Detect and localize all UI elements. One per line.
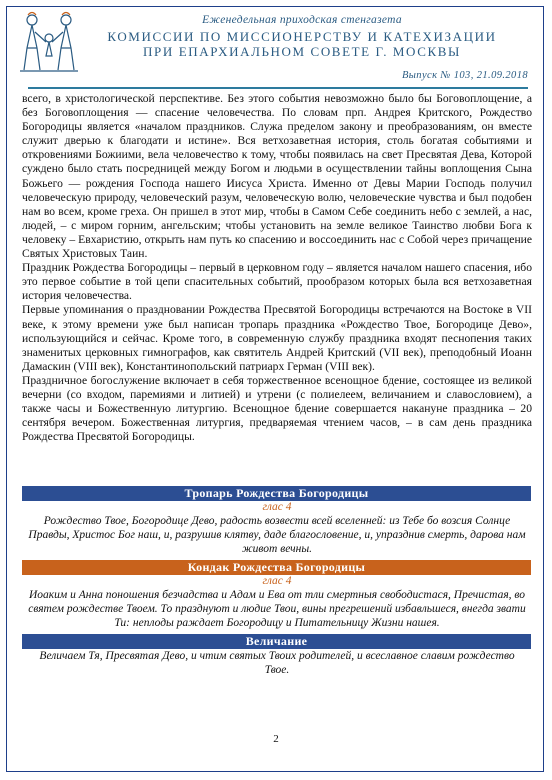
troparion-text: Рождество Твое, Богородице Дево, радость возвести всей вселенней: из Тебе бо возсия Солнце Правды, Христос Бог наш, и, разрушив клятву, даде благословение, и, упразднив смерть, дарова нам живот вечны. [28, 515, 526, 556]
article-paragraph: Праздничное богослужение включает в себя торжественное всенощное бдение, состоящее из великой вечерни (со входом, паремиями и литией) и утрени (с полиелеем, величанием и славословием), а также часы и Божественную литургию. Всенощное бдение совершается накануне праздника – 20 сентября вечером. Божественная литургия, предваряемая чтением часов, – в сам день праздника Рождества Пресвятой Богородицы. [22, 373, 532, 444]
hymns-section [22, 486, 532, 678]
kontakion-text: Иоаким и Анна поношения безчадства и Адам и Ева от тли смертныя свободистася, Пречистая, во святем рождестве Твоем. То празднуют и людие Твои, вины прегрешений избавльшеся, внегда звати Ти: неплоды раждает Богородицу и Питательницу Жизни нашея. [28, 588, 526, 630]
page-number: 2 [273, 733, 279, 745]
article-paragraph: Праздник Рождества Богородицы – первый в церковном году – является началом нашего спасения, ибо это первое событие в той цепи спасительных событий, прообразом которых была вся ветхозаветная история человечества. [22, 261, 532, 303]
article-paragraph: всего, в христологической перспективе. Без этого события невозможно было бы Боговоплощение, а без Боговоплощения — спасение человечества. По словам прп. Андрея Критского, Рождество Богородицы является «началом праздников. Служа пределом закону и преобразованиям, он вместе служит дверью к благодати и истине». Вся ветхозаветная история, столь богатая событиями и откровениями Божиими, вела человечество к тому, чтобы появилась на свет Пресвятая Дева, Которой суждено было стать посредницей между Богом и людьми в осуществлении тайны воплощения Сына Божьего — рождения Господа нашего Иисуса Христа. Именно от Девы Марии Господь получил человеческую природу, человеческий разум, человеческую волю, человеческие чувства и был подобен нам во всем, кроме греха. Он пришел в этот мир, чтобы в Самом Себе соединить небо с землей, а нас, людей, – с миром горним, ангельским; чтобы установить на земле великое Таинство любви Бога к человеку – Евхаристию, открыть нам путь ко спасению и воссоединить нас с Собой через причащение Святых Христовых Таин. [22, 92, 532, 261]
troparion-tone: глас 4 [262, 501, 292, 513]
article-paragraph: Первые упоминания о праздновании Рождества Пресвятой Богородицы встречаются на Востоке в VII веке, к этому времени уже был написан тропарь праздника «Рождество Твое, Богородице Дево», использующийся и сейчас. Кроме того, в современную службу праздника входят песнопения таких знаменитых церковных гимнографов, как святитель Андрей Критский (VII век), преподобный Иоанн Дамаскин (VIII век), Константинопольский патриарх Герман (VIII век). [22, 303, 532, 373]
newsletter-header [8, 8, 536, 92]
header-divider [28, 87, 528, 89]
newsletter-subtitle: Еженедельная приходская стенгазета [202, 14, 402, 26]
issue-number: Выпуск № 103, 21.09.2018 [401, 70, 528, 81]
article-body [22, 92, 532, 444]
magnification-text: Величаем Тя, Пресвятая Дево, и чтим святых Твоих родителей, и всеславное славим рождество Твое. [39, 650, 515, 677]
commission-affiliation: ПРИ ЕПАРХИАЛЬНОМ СОВЕТЕ Г. МОСКВЫ [143, 44, 461, 59]
kontakion-heading: Кондак Рождества Богородицы [22, 560, 531, 575]
magnification-heading: Величание [22, 634, 531, 649]
kontakion-tone: глас 4 [262, 574, 292, 587]
commission-name: КОМИССИИ ПО МИССИОНЕРСТВУ И КАТЕХИЗАЦИИ [107, 29, 497, 44]
troparion-heading: Тропарь Рождества Богородицы [22, 486, 531, 501]
